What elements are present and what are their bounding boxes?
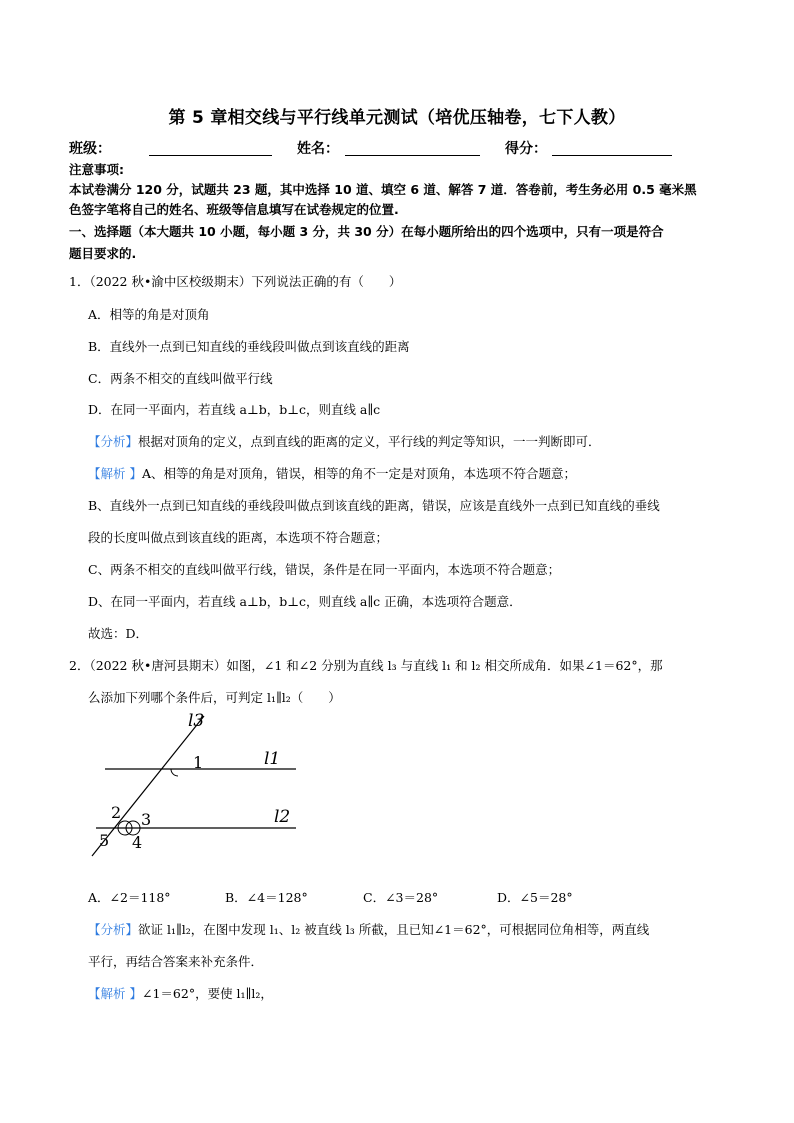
q1-solution-b: B、直线外一点到已知直线的垂线段叫做点到该直线的距离，错误，应该是直线外一点到已知直线的垂线 xyxy=(88,498,660,513)
q1-stem: 1．（2022 秋•渝中区校级期末）下列说法正确的有（ ） xyxy=(69,274,402,289)
q2-stem: 2．（2022 秋•唐河县期末）如图，∠1 和∠2 分别为直线 l₃ 与直线 l₁ 和 l₂ 相交所成角．如果∠1＝62°，那 xyxy=(69,658,663,673)
score-blank[interactable] xyxy=(552,155,672,156)
analysis-tag: 【分析】 xyxy=(88,922,139,937)
analysis-text: 根据对顶角的定义，点到直线的距离的定义，平行线的判定等知识，一一判断即可． xyxy=(138,434,601,449)
label-angle-2: 2 xyxy=(111,803,122,822)
q2-stem-cont: 么添加下列哪个条件后，可判定 l₁∥l₂（ ） xyxy=(88,690,341,705)
q2-solution xyxy=(88,984,748,1002)
q2-option-a: A．∠2＝118° xyxy=(88,890,171,905)
analysis-text: 欲证 l₁∥l₂，在图中发现 l₁、l₂ 被直线 l₃ 所截，且已知∠1＝62°，可根据同位角相等，两直线 xyxy=(138,922,650,937)
label-angle-4: 4 xyxy=(132,833,143,852)
class-blank[interactable] xyxy=(149,155,272,156)
solution-tag: 【解析 】 xyxy=(88,986,142,1001)
q1-option-d: D．在同一平面内，若直线 a⊥b，b⊥c，则直线 a∥c xyxy=(88,402,381,417)
name-blank[interactable] xyxy=(345,155,480,156)
q1-answer: 故选：D． xyxy=(88,626,149,641)
angle-1-arc xyxy=(171,769,178,776)
notice-line: 本试卷满分 120 分，试题共 23 题，其中选择 10 道、填空 6 道、解答 7 道．答卷前，考生务必用 0.5 毫米黑 xyxy=(69,182,697,197)
q2-option-c: C．∠3＝28° xyxy=(363,890,439,905)
q2-analysis-cont: 平行，再结合答案来补充条件． xyxy=(88,954,264,969)
q1-solution-d: D、在同一平面内，若直线 a⊥b，b⊥c，则直线 a∥c 正确，本选项符合题意． xyxy=(88,594,522,609)
student-info-row xyxy=(69,138,709,158)
label-angle-1: 1 xyxy=(193,753,204,772)
section-heading-cont: 题目要求的. xyxy=(69,246,137,261)
section-heading: 一、选择题（本大题共 10 小题，每小题 3 分，共 30 分）在每小题所给出的四个选项中，只有一项是符合 xyxy=(69,224,664,239)
q1-solution-b-cont: 段的长度叫做点到该直线的距离，本选项不符合题意； xyxy=(88,530,389,545)
q1-option-c: C．两条不相交的直线叫做平行线 xyxy=(88,371,273,386)
page-title: 第 5 章相交线与平行线单元测试（培优压轴卷，七下人教） xyxy=(168,108,626,128)
class-label: 班级： xyxy=(69,141,111,157)
label-l3: l3 xyxy=(188,711,205,731)
solution-tag: 【解析 】 xyxy=(88,466,142,481)
analysis-tag: 【分析】 xyxy=(88,434,139,449)
label-angle-3: 3 xyxy=(141,810,152,829)
q1-option-a: A．相等的角是对顶角 xyxy=(88,307,210,322)
label-angle-5: 5 xyxy=(99,831,110,850)
q1-solution-c: C、两条不相交的直线叫做平行线，错误，条件是在同一平面内，本选项不符合题意； xyxy=(88,562,561,577)
label-l2: l2 xyxy=(274,807,291,827)
q2-option-d: D．∠5＝28° xyxy=(497,890,573,905)
q1-analysis xyxy=(88,432,748,450)
score-label: 得分： xyxy=(505,141,547,157)
q2-analysis xyxy=(88,920,748,938)
notice-line: 色签字笔将自己的姓名、班级等信息填写在试卷规定的位置. xyxy=(69,202,399,217)
q1-solution xyxy=(88,464,748,482)
q1-option-b: B．直线外一点到已知直线的垂线段叫做点到该直线的距离 xyxy=(88,339,410,354)
q2-figure xyxy=(88,708,308,860)
q2-option-b: B．∠4＝128° xyxy=(225,890,308,905)
solution-text: ∠1＝62°，要使 l₁∥l₂， xyxy=(141,986,273,1001)
name-label: 姓名： xyxy=(297,141,339,157)
notice-heading: 注意事项: xyxy=(69,162,124,177)
label-l1: l1 xyxy=(264,749,281,769)
solution-text: A、相等的角是对顶角，错误，相等的角不一定是对顶角，本选项不符合题意； xyxy=(141,466,577,481)
